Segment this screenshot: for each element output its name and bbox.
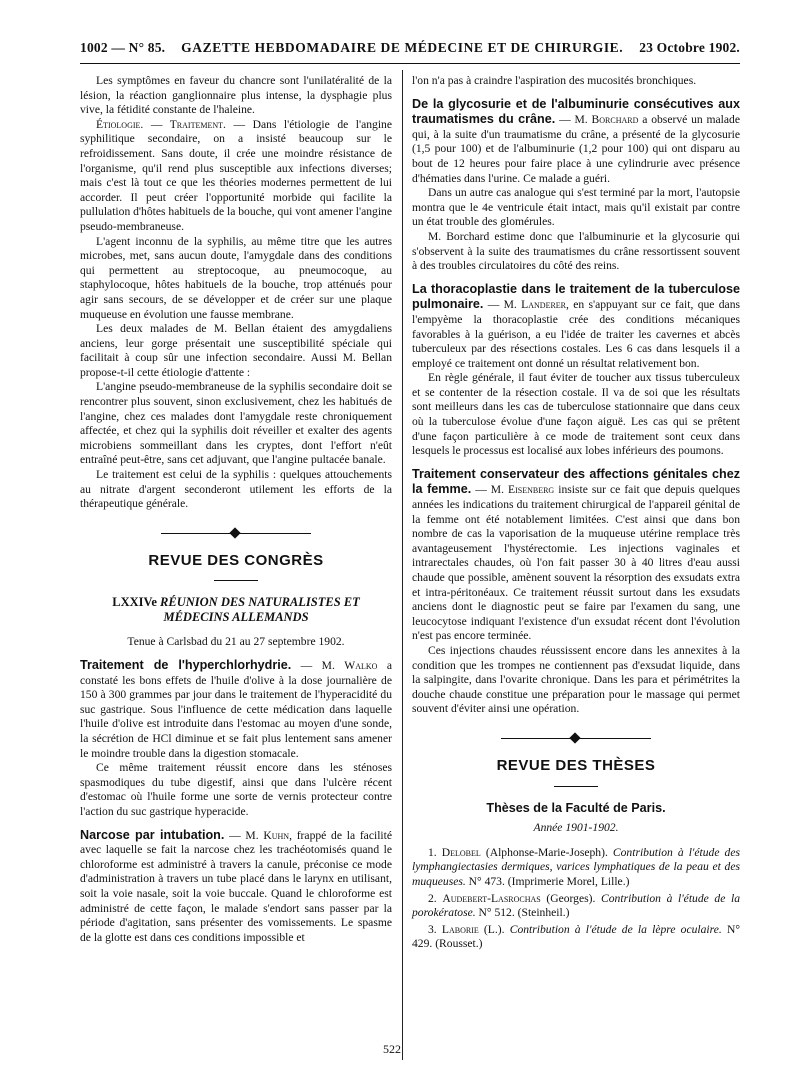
right-column — [412, 74, 740, 954]
article-heading: Traitement de l'hyperchlorhydrie. — [80, 658, 292, 672]
article: De la glycosurie et de l'albuminurie consécutives aux traumatismes du crâne. — M. Borchard a observé un malade qui, à la suite d'un traumatisme du crâne, a présenté de la glycosurie (1,5 pour 100) et de l'albuminurie (1,2 pour 100) qui ont disparu au bout de 12 heures pour faire place à une cylindrurie avec présence d'hématies dans l'urine. Ce malade a guéri. — [412, 96, 740, 185]
article-heading: La thoracoplastie dans le traitement de la tuberculose pulmonaire. — [412, 281, 740, 312]
short-rule — [554, 786, 598, 787]
inline-heading: Étiologie. — Traitement. — [96, 117, 226, 131]
paragraph: Les deux malades de M. Bellan étaient des amygdaliens anciens, leur gorge présentait une susceptibilité spéciale qui facilitait à coup sûr une infection secondaire. Aussi M. Bellan propose-t-il cette étiologie d'attente : — [80, 322, 392, 379]
paragraph: Dans un autre cas analogue qui s'est terminé par la mort, l'autopsie montra que le 4e ventricule était intact, mais qu'il existait par contre un état trouble des glomérules. — [412, 186, 740, 229]
thesis-entry: 1. Delobel (Alphonse-Marie-Joseph). Contribution à l'étude des lymphangiectasies dermiques, varices lymphatiques de la peau et des muqueuses. N° 473. (Imprimerie Morel, Lille.) — [412, 845, 740, 888]
article: La thoracoplastie dans le traitement de la tuberculose pulmonaire. — M. Landerer, en s'appuyant sur ce fait, que dans l'empyème la thoracoplastie crée des conditions mécaniques favorables à la guérison, a eu l'idée de traiter les cavernes et abcès tuberculeux par des résections costales. Les 6 cas dans lesquels il a employé ce traitement ont donné un résultat relativement bon. — [412, 281, 741, 370]
header-rule — [80, 63, 740, 64]
author: Audebert-Lasrochas — [442, 891, 541, 905]
folio: 522 — [383, 1042, 401, 1056]
meeting-title: LXXIVe RÉUNION DES NATURALISTES ET MÉDECINS ALLEMANDS — [112, 595, 360, 625]
paragraph: l'on n'a pas à craindre l'aspiration des mucosités bronchiques. — [412, 74, 697, 87]
running-header — [80, 40, 740, 60]
section-title: REVUE DES CONGRÈS — [148, 551, 324, 569]
paragraph: Les symptômes en faveur du chancre sont l'unilatéralité de la lésion, la réaction ganglionnaire plus intense, la dysphagie plus vive, la fétidité constante de l'haleine. — [80, 74, 392, 117]
page-number-issue: 1002 — N° 85. — [80, 40, 166, 55]
paragraph: M. Borchard estime donc que l'albuminurie et la glycosurie qui s'observent à la suite des traumatismes du crâne ressortissent souvent à des troubles circulatoires du côté des reins. — [412, 229, 740, 273]
subsection-title: Thèses de la Faculté de Paris. — [486, 800, 666, 815]
section-ornament — [501, 733, 651, 743]
thesis-title: Contribution à l'étude des lymphangiectasies dermiques, varices lymphatiques de la peau et des muqueuses. — [412, 845, 740, 888]
article: Traitement conservateur des affections génitales chez la femme. — M. Eisenberg insiste sur ce fait que depuis quelques années les indications du traitement chirurgical de l'appareil génital de la femme ont été notablement limitées. C'est ainsi que dans bon nombre de cas la vaporisation de la muqueuse utérine remplace très avantageusement l'hystérectomie. Les injections vaginales et intrarectales chaudes, où l'on fait passer 30 à 40 litres d'eau aussi chaude que possible, amènent souvent la résorption des exsudats extra et intra-péritonéaux. Ce traitement réussit surtout dans les exsudats anciens dont le diagnostic peut se faire par l'examen du sang, une leucocytose indiquant l'existence d'un exsudat récent dont l'évolution n'est pas encore terminée. — [412, 466, 740, 643]
left-column — [80, 74, 392, 945]
paragraph: Le traitement est celui de la syphilis : quelques attouchements au nitrate d'argent seconderont utilement les efforts de la thérapeutique générale. — [80, 468, 392, 511]
article: Traitement de l'hyperchlorhydrie. — M. Walko a constaté les bons effets de l'huile d'olive à la dose journalière de 150 à 300 grammes par jour dans le traitement de l'hyperacidité du suc gastrique. Sous l'influence de cette médication dans laquelle l'huile d'olive est introduite dans l'estomac au moyen d'une sonde, la sécrétion de HCl diminue et se fait plus lentement sans amener le moindre trouble dans la digestion stomacale. — [80, 658, 393, 760]
article-heading: Narcose par intubation. — [80, 827, 225, 842]
journal-title: GAZETTE HEBDOMADAIRE DE MÉDECINE ET DE CHIRURGIE. — [181, 40, 624, 55]
short-rule — [214, 580, 258, 581]
academic-year: Année 1901-1902. — [533, 821, 619, 835]
author: Borchard — [591, 113, 639, 127]
section-ornament — [161, 528, 311, 538]
paragraph: Étiologie. — Traitement. — Dans l'étiologie de l'angine syphilitique secondaire, on a insisté beaucoup sur le refroidissement. Sans doute, il crée une moindre résistance de l'organisme, qu'il rend plus susceptible aux infections diverses; mais c'est là tout ce que les théories modernes permettent de lui accorder. Il peut créer l'opportunité morbide qui facilite la pullulation d'hôtes habituels de la bouche, qui vont amener l'angine pseudo-membraneuse. — [80, 117, 392, 233]
paragraph: L'angine pseudo-membraneuse de la syphilis secondaire doit se rencontrer plus souvent, sinon exclusivement, chez les habitués de l'angine, chez ces malades dont l'amygdale reste chroniquement affectée, et chez qui la syphilis doit réveiller et exalter des agents microbiens sommeillant dans les cryptes, dont l'effort n'eût entraîné peut-être, sans cet adjuvant, que l'angine pultacée banale. — [80, 380, 392, 467]
issue-date: 23 Octobre 1902. — [639, 40, 740, 55]
paragraph: Ces injections chaudes réussissent encore dans les annexites à la condition que les trompes ne contiennent pas d'exsudat liquide, dans la salpingite, dans l'ovarite chronique. Dans les para et périmétrites la douche chaude constitue une préparation pour le massage qui permet souvent d'éviter ainsi une opération. — [412, 643, 740, 716]
author: Walko — [344, 659, 378, 672]
article-heading: Traitement conservateur des affections génitales chez la femme. — [412, 466, 740, 497]
section-title: REVUE DES THÈSES — [496, 756, 656, 774]
thesis-title: Contribution à l'étude de la lèpre oculaire. — [509, 922, 722, 936]
thesis-entry: 2. Audebert-Lasrochas (Georges). Contribution à l'étude de la porokératose. N° 512. (Steinheil.) — [412, 891, 740, 920]
paragraph: Ce même traitement réussit encore dans les sténoses spasmodiques du tube digestif, ainsi que dans l'ulcère récent d'estomac où l'huile forme une sorte de vernis protecteur contre l'action du suc gastrique hyperacide. — [80, 761, 392, 818]
author: Kuhn — [263, 828, 290, 842]
author: Eisenberg — [508, 483, 555, 497]
author: Landerer — [521, 298, 567, 312]
meeting-dates: Tenue à Carlsbad du 21 au 27 septembre 1902. — [127, 635, 345, 649]
article: Narcose par intubation. — M. Kuhn, frappé de la facilité avec laquelle se fait la narcose chez les trachéotomisés quand le chloroforme est administré à travers la canule, préconise ce mode d'administration à travers un tube placé dans le larynx en utilisant, soit la voie nasale, soit la voie buccale. Quand le chloroforme est administré de cette façon, le malade s'endort sans passer par la période d'agitation, sans présenter des vomissements. Le spasme de la glotte est dans ces conditions impossible et — [80, 827, 393, 944]
author: Delobel — [441, 845, 481, 859]
article-heading: De la glycosurie et de l'albuminurie consécutives aux traumatismes du crâne. — [412, 96, 740, 127]
thesis-entry: 3. Laborie (L.). Contribution à l'étude de la lèpre oculaire. N° 429. (Rousset.) — [412, 922, 740, 951]
column-separator — [402, 70, 403, 1060]
thesis-title: Contribution à l'étude de la porokératose. — [412, 891, 740, 920]
paragraph: L'agent inconnu de la syphilis, au même titre que les autres microbes, met, sans aucun doute, l'amygdale dans des conditions qui permettent au streptocoque, au pneumocoque, au staphylocoque, hôtes habituels de la bouche, trop atténués pour agir sans secours, de se développer et de créer sur une plaque muqueuse en évolution une fausse membrane. — [80, 234, 392, 321]
author: Laborie — [441, 922, 479, 936]
paragraph: En règle générale, il faut éviter de toucher aux tissus tuberculeux et se contenter de la résection costale. Il va de soi que les résultats sont meilleurs dans les cas de tuberculose stationnaire que dans ceux où la tuberculose évolue d'une façon aiguë. Les cas qui se prêtent d'une façon particulière à ce mode de traitement sont ceux dans lesquels le processus est localisé aux lobes inférieurs des poumons. — [412, 371, 740, 458]
